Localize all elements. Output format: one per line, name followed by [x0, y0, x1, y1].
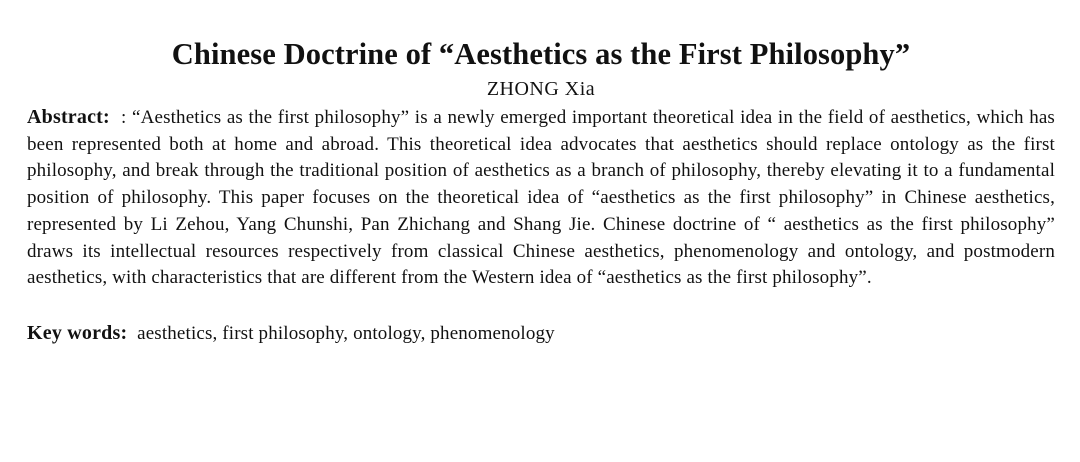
paper-author: ZHONG Xia [486, 78, 596, 100]
paper-page [27, 34, 1055, 347]
abstract-label: Abstract: [27, 106, 110, 128]
keywords-label: Key words: [27, 321, 128, 344]
keywords-line [27, 320, 1055, 347]
keywords-text: aesthetics, first philosophy, ontology, phenomenology [137, 322, 555, 344]
paper-title: Chinese Doctrine of “Aesthetics as the First Philosophy” [171, 37, 911, 71]
abstract-paragraph [27, 104, 1055, 292]
abstract-text: : “Aesthetics as the first philosophy” is a newly emerged important theoretical idea in the field of aesthetics, which has been represented both at home and abroad. This theoretical idea advocates that aesthetics should replace ontology as the first philosophy, and break through the traditional position of aesthetics as a branch of philosophy, thereby elevating it to a fundamental position of philosophy. This paper focuses on the theoretical idea of “aesthetics as the first philosophy” in Chinese aesthetics, represented by Li Zehou, Yang Chunshi, Pan Zhichang and Shang Jie. Chinese doctrine of “ aesthetics as the first philosophy” draws its intellectual resources respectively from classical Chinese aesthetics, phenomenology and ontology, and postmodern aesthetics, with characteristics that are different from the Western idea of “aesthetics as the first philosophy”. [27, 107, 1055, 289]
